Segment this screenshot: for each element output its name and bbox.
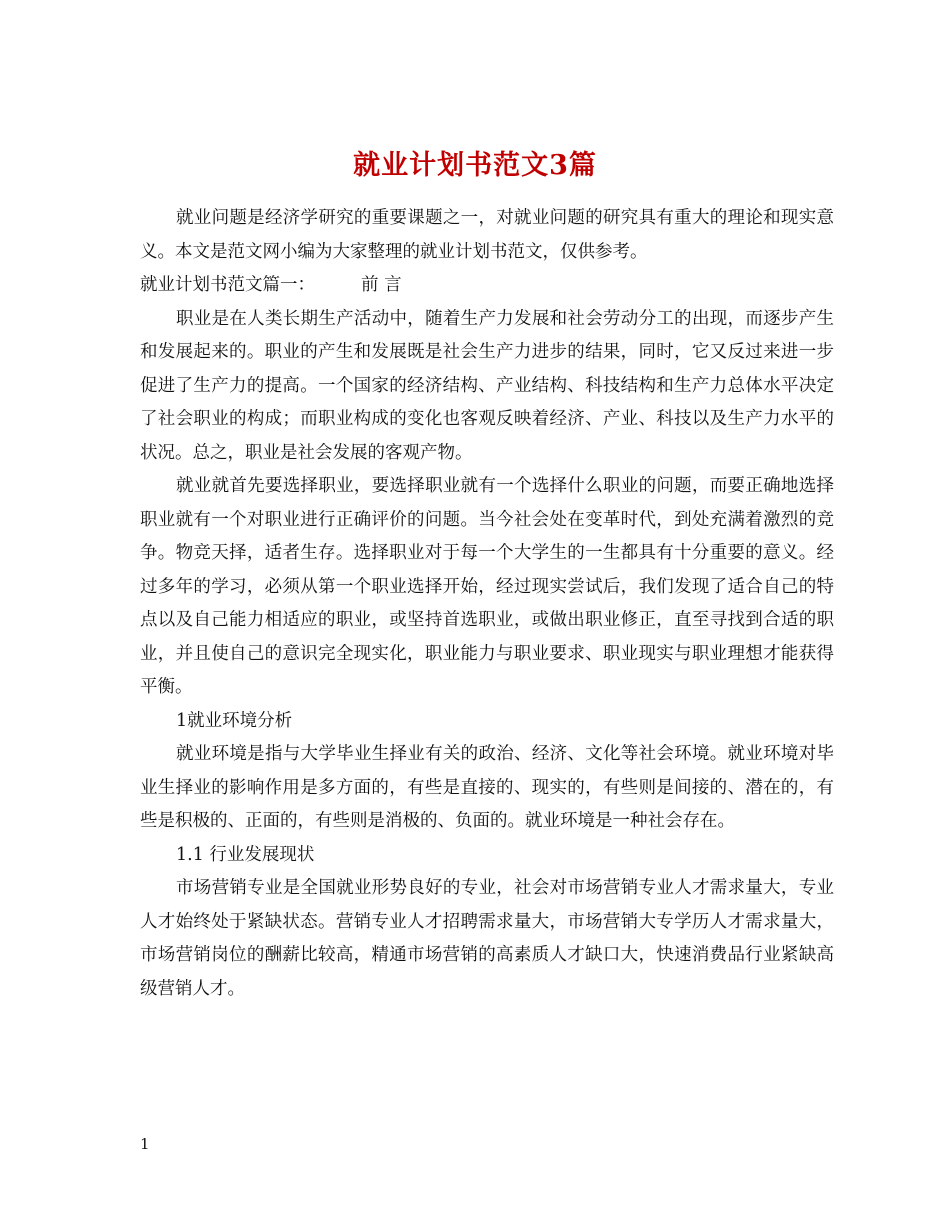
paragraph-employment-environment: 就业环境是指与大学毕业生择业有关的政治、经济、文化等社会环境。就业环境对毕业生择业的影响作用是多方面的，有些是直接的、现实的，有些则是间接的、潜在的，有些是积极的、正面的，有些则是消极的、负面的。就业环境是一种社会存在。 [140, 744, 834, 831]
paragraph-choosing-career: 就业就首先要选择职业，要选择职业就有一个选择什么职业的问题，而要正确地选择职业就有一个对职业进行正确评价的问题。当今社会处在变革时代，到处充满着激烈的竞争。物竞天择，适者生存。选择职业对于每一个大学生的一生都具有十分重要的意义。经过多年的学习，必须从第一个职业选择开始，经过现实尝试后，我们发现了适合自己的特点以及自己能力相适应的职业，或坚持首选职业，或做出职业修正，直至寻找到合适的职业，并且使自己的意识完全现实化，职业能力与职业要求、职业现实与职业理想才能获得平衡。 [140, 476, 834, 697]
document-body [140, 202, 834, 1006]
page-number: 1 [140, 1135, 150, 1153]
section-subtitle: 前 言 [361, 275, 402, 295]
heading-employment-environment: 1就业环境分析 [176, 710, 293, 731]
page-title: 就业计划书范文3篇 [353, 150, 597, 182]
intro-paragraph: 就业问题是经济学研究的重要课题之一，对就业问题的研究具有重大的理论和现实意义。本文是范文网小编为大家整理的就业计划书范文，仅供参考。 [140, 208, 834, 262]
paragraph-marketing-demand: 市场营销专业是全国就业形势良好的专业，社会对市场营销专业人才需求量大，专业人才始终处于紧缺状态。营销专业人才招聘需求量大，市场营销大专学历人才需求量大，市场营销岗位的酬薪比较高，精通市场营销的高素质人才缺口大，快速消费品行业紧缺高级营销人才。 [140, 878, 834, 999]
heading-industry-status: 1.1 行业发展现状 [176, 844, 315, 865]
section-label: 就业计划书范文篇一： [140, 275, 315, 295]
paragraph-profession: 职业是在人类长期生产活动中，随着生产力发展和社会劳动分工的出现，而逐步产生和发展起来的。职业的产生和发展既是社会生产力进步的结果，同时，它又反过来进一步促进了生产力的提高。一个国家的经济结构、产业结构、科技结构和生产力总体水平决定了社会职业的构成；而职业构成的变化也客观反映着经济、产业、科技以及生产力水平的状况。总之，职业是社会发展的客观产物。 [140, 308, 834, 463]
section-heading [140, 269, 834, 303]
